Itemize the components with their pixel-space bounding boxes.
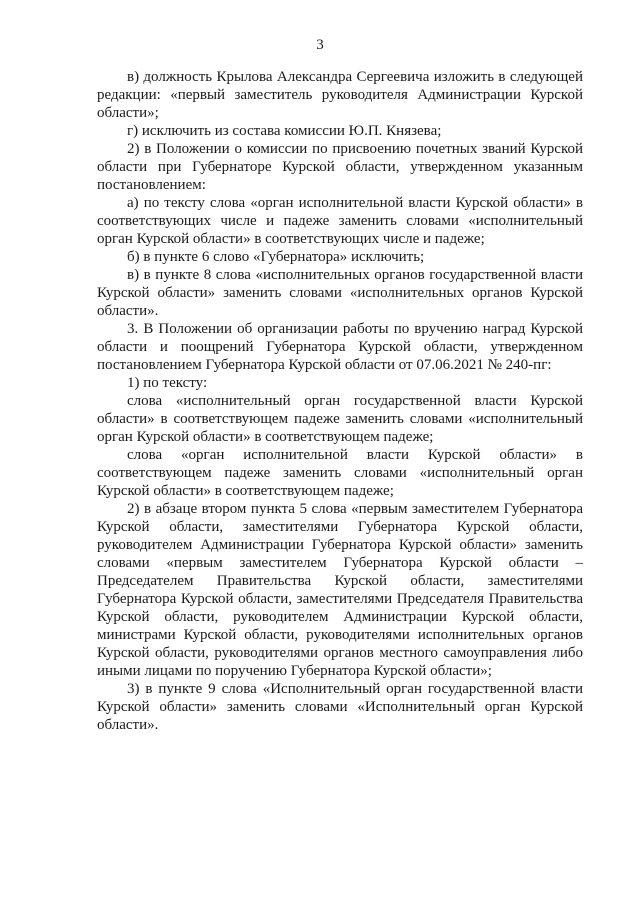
paragraph: слова «орган исполнительной власти Курской области» в соответствующем падеже заменить словами «исполнительный орган Курской области» в соответствующем падеже; [97,447,583,499]
paragraph: в) должность Крылова Александра Сергеевича изложить в следующей редакции: «первый заместитель руководителя Администрации Курской области»; [97,69,583,121]
paragraph: г) исключить из состава комиссии Ю.П. Князева; [127,123,442,139]
paragraph: 2) в Положении о комиссии по присвоению почетных званий Курской области при Губернаторе Курской области, утвержденном указанным постановлением: [97,141,583,193]
paragraph: 1) по тексту: [127,375,208,391]
paragraph: слова «исполнительный орган государственной власти Курской области» в соответствующем падеже заменить словами «исполнительный орган Курской области» в соответствующем падеже; [97,393,583,445]
paragraph: 3. В Положении об организации работы по вручению наград Курской области и поощрений Губернатора Курской области, утвержденном постановлением Губернатора Курской области от 07.06.2021 № 240-пг: [97,321,583,373]
paragraph: 3) в пункте 9 слова «Исполнительный орган государственной власти Курской области» заменить словами «Исполнительный орган Курской области». [97,681,583,733]
paragraph: а) по тексту слова «орган исполнительной власти Курской области» в соответствующих числе и падеже заменить словами «исполнительный орган Курской области» в соответствующих числе и падеже; [97,195,583,247]
paragraph: 2) в абзаце втором пункта 5 слова «первым заместителем Губернатора Курской области, заместителями Губернатора Курской области, руководителем Администрации Губернатора Курской области» заменить словами «первым заместителем Губернатора Курской области – Председателем Правительства Курской области, заместителями Губернатора Курской области, заместителями Председателя Правительства Курской области, руководителем Администрации Курской области, министрами Курской области, руководителями исполнительных органов Курской области, руководителями органов местного самоуправления либо иными лицами по поручению Губернатора Курской области»; [97,501,583,679]
page-number: 3 [316,37,324,53]
paragraph: в) в пункте 8 слова «исполнительных органов государственной власти Курской области» заменить словами «исполнительных органов Курской области». [97,267,583,319]
document-body [97,68,583,734]
paragraph: б) в пункте 6 слово «Губернатора» исключить; [127,249,425,265]
